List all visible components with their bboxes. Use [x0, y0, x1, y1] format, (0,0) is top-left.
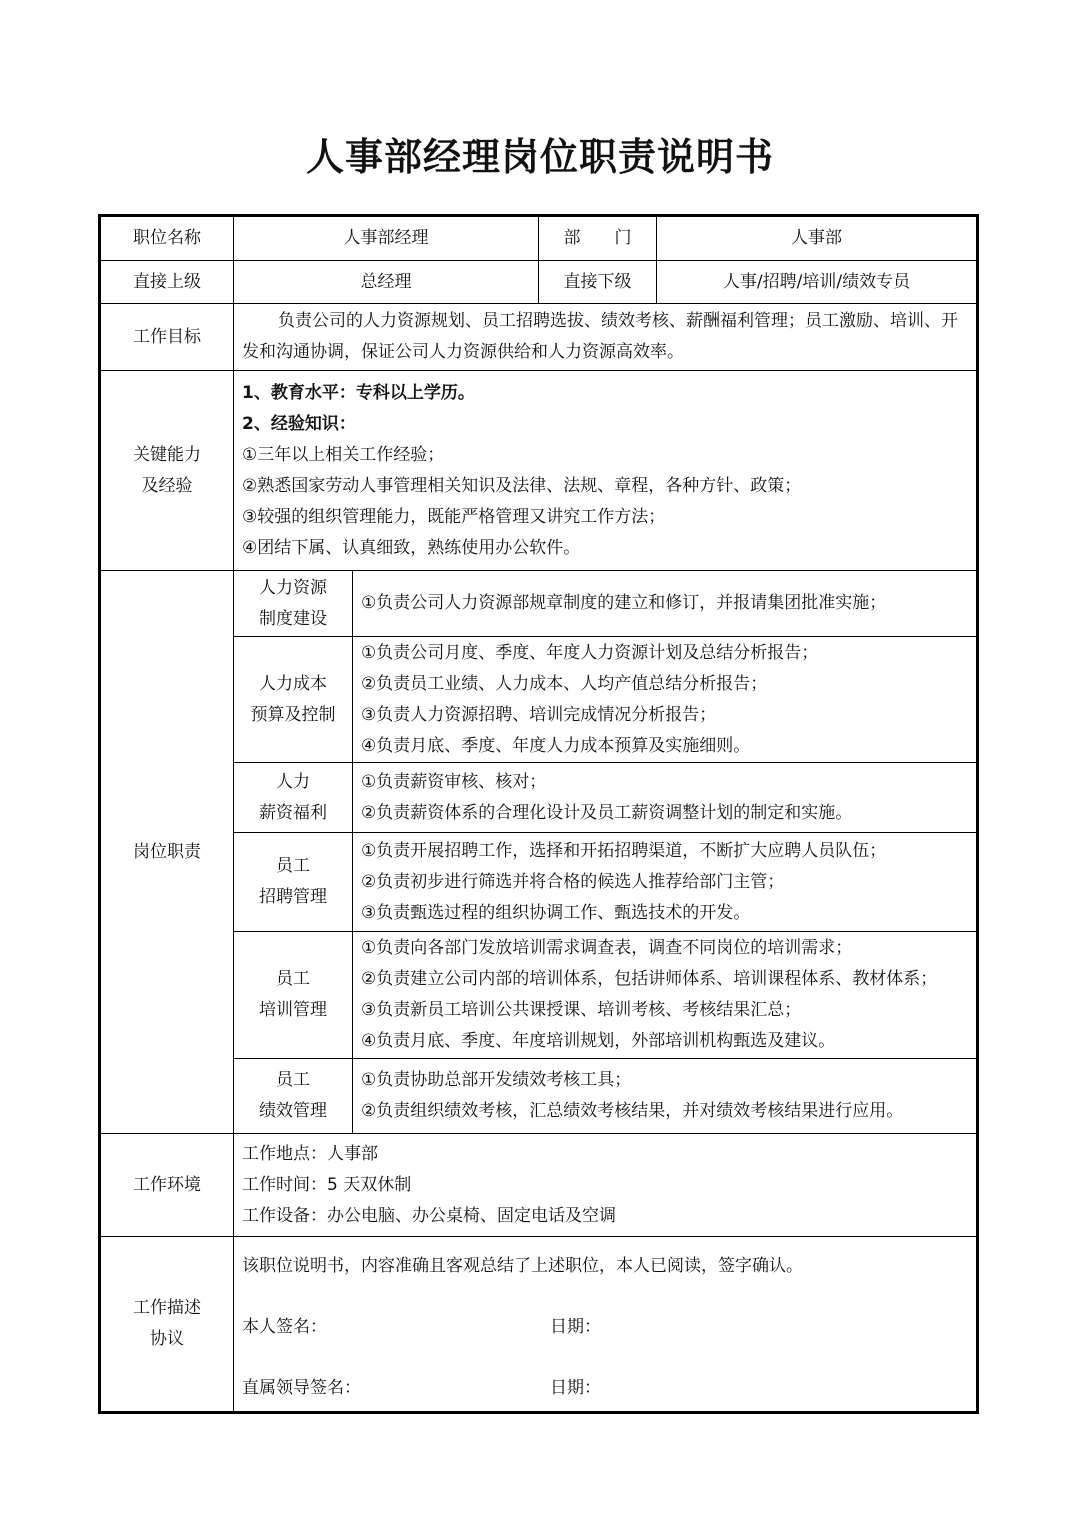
- dept-value: 人事部: [657, 216, 978, 261]
- ability-label: 关键能力 及经验: [100, 371, 234, 571]
- dept-label: 部 门: [539, 216, 657, 261]
- duties-label: 岗位职责: [100, 571, 234, 1134]
- duty-item: ②负责组织绩效考核，汇总绩效考核结果，并对绩效考核结果进行应用。: [361, 1101, 904, 1121]
- position-label: 职位名称: [100, 216, 234, 261]
- job-description-table: [98, 214, 979, 1414]
- duty-category: 员工 培训管理: [234, 932, 353, 1059]
- duty-item: ②负责建立公司内部的培训体系，包括讲师体系、培训课程体系、教材体系；: [361, 969, 938, 989]
- environment-line: 工作设备：办公电脑、办公桌椅、固定电话及空调: [242, 1205, 616, 1226]
- duty-category: 员工 绩效管理: [234, 1059, 353, 1134]
- duty-item: ③负责人力资源招聘、培训完成情况分析报告；: [361, 704, 717, 725]
- superior-value: 总经理: [234, 261, 539, 304]
- duty-items: [353, 833, 978, 932]
- ability-line: 2、经验知识：: [242, 413, 356, 434]
- duty-category: 人力 薪资福利: [234, 763, 353, 833]
- row-superior: [100, 261, 978, 304]
- row-position: [100, 216, 978, 261]
- duty-item: ④负责月底、季度、年度人力成本预算及实施细则。: [361, 735, 751, 756]
- ability-line: 1、教育水平：专科以上学历。: [242, 382, 475, 403]
- environment-label: 工作环境: [100, 1134, 234, 1237]
- subordinate-value: 人事/招聘/培训/绩效专员: [657, 261, 978, 304]
- leader-sign-row: [242, 1373, 968, 1404]
- ability-line: ①三年以上相关工作经验；: [242, 444, 445, 465]
- duty-item: ①负责向各部门发放培训需求调查表，调查不同岗位的培训需求；: [361, 938, 853, 958]
- duty-item: ②负责员工业绩、人力成本、人均产值总结分析报告；: [361, 673, 768, 694]
- agreement-statement: 该职位说明书，内容准确且客观总结了上述职位，本人已阅读，签字确认。: [242, 1256, 803, 1276]
- row-ability: [100, 371, 978, 571]
- duty-item: ①负责公司月度、季度、年度人力资源计划及总结分析报告；: [361, 642, 819, 663]
- duty-category: 人力资源 制度建设: [234, 571, 353, 637]
- duty-category: 员工 招聘管理: [234, 833, 353, 932]
- self-sign-label: 本人签名：: [242, 1317, 327, 1337]
- duty-item: ②负责薪资体系的合理化设计及员工薪资调整计划的制定和实施。: [361, 802, 853, 823]
- row-goal: [100, 304, 978, 371]
- duty-items: [353, 1059, 978, 1134]
- agreement-label: 工作描述 协议: [100, 1237, 234, 1413]
- document-title: 人事部经理岗位职责说明书: [305, 135, 774, 179]
- subordinate-label: 直接下级: [539, 261, 657, 304]
- environment-line: 工作时间：5 天双休制: [242, 1174, 412, 1195]
- environment-line: 工作地点：人事部: [242, 1143, 378, 1164]
- duty-items: [353, 932, 978, 1059]
- duty-item: ②负责初步进行筛选并将合格的候选人推荐给部门主管；: [361, 871, 785, 892]
- ability-line: ③较强的组织管理能力，既能严格管理又讲究工作方法；: [242, 506, 666, 527]
- duty-items: [353, 763, 978, 833]
- superior-label: 直接上级: [100, 261, 234, 304]
- duty-item: ③负责新员工培训公共课授课、培训考核、考核结果汇总；: [361, 1000, 802, 1020]
- duty-item: ③负责甄选过程的组织协调工作、甄选技术的开发。: [361, 902, 751, 923]
- duty-item: ①负责协助总部开发绩效考核工具；: [361, 1070, 632, 1090]
- leader-sign-label: 直属领导签名：: [242, 1378, 361, 1398]
- duty-row: [100, 571, 978, 637]
- row-agreement: [100, 1237, 978, 1413]
- self-sign-row: [242, 1312, 968, 1343]
- duty-items: [353, 571, 978, 637]
- self-date-label: 日期：: [550, 1317, 601, 1337]
- goal-text: 负责公司的人力资源规划、员工招聘选拔、绩效考核、薪酬福利管理；员工激励、培训、开发和沟通协调，保证公司人力资源供给和人力资源高效率。: [242, 311, 958, 362]
- leader-date-label: 日期：: [550, 1378, 601, 1398]
- ability-cell: [234, 371, 978, 571]
- duty-category: 人力成本 预算及控制: [234, 637, 353, 763]
- duty-items: [353, 637, 978, 763]
- duty-item: ①负责薪资审核、核对；: [361, 771, 547, 792]
- ability-line: ②熟悉国家劳动人事管理相关知识及法律、法规、章程，各种方针、政策；: [242, 475, 802, 496]
- goal-label: 工作目标: [100, 304, 234, 371]
- position-value: 人事部经理: [234, 216, 539, 261]
- goal-cell: [234, 304, 978, 371]
- agreement-cell: [234, 1237, 978, 1413]
- duty-item: ④负责月底、季度、年度培训规划，外部培训机构甄选及建议。: [361, 1031, 836, 1051]
- duty-item: ①负责开展招聘工作，选择和开拓招聘渠道，不断扩大应聘人员队伍；: [361, 840, 887, 861]
- duty-item: ①负责公司人力资源部规章制度的建立和修订，并报请集团批准实施；: [361, 593, 887, 613]
- ability-line: ④团结下属、认真细致，熟练使用办公软件。: [242, 537, 581, 558]
- row-environment: [100, 1134, 978, 1237]
- environment-cell: [234, 1134, 978, 1237]
